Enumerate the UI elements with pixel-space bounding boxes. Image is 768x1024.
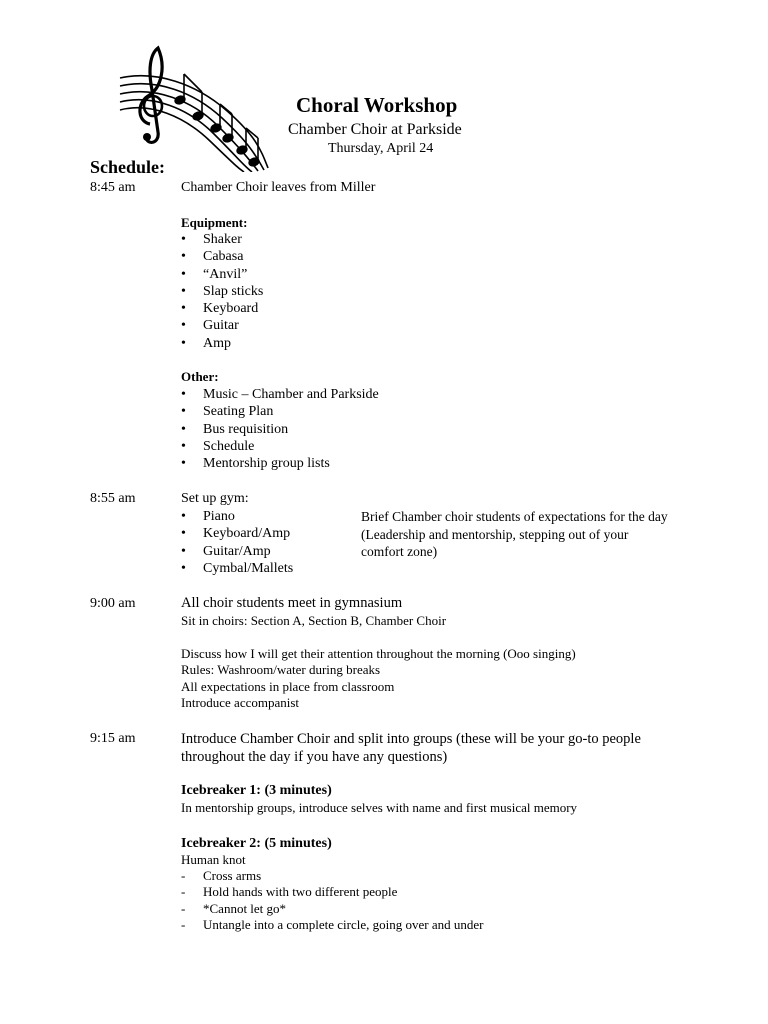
- schedule-heading: Schedule:: [90, 157, 166, 177]
- time-855: 8:55 am: [90, 491, 136, 506]
- list-item: - *Cannot let go*: [181, 901, 483, 917]
- list-item: • Seating Plan: [181, 403, 379, 420]
- briefing-note: [361, 508, 668, 561]
- list-item: • Slap sticks: [181, 283, 263, 300]
- list-item: • Mentorship group lists: [181, 455, 379, 472]
- briefing-line: comfort zone): [361, 544, 438, 559]
- event-date: Thursday, April 24: [328, 141, 434, 156]
- list-item: • Shaker: [181, 231, 263, 248]
- other-heading: Other:: [181, 369, 219, 384]
- equipment-list: [181, 231, 263, 352]
- entry-900-sub: Sit in choirs: Section A, Section B, Chamber Choir: [181, 613, 447, 628]
- icebreaker-2-text: Human knot: [181, 852, 246, 867]
- list-item: • Guitar: [181, 317, 263, 334]
- list-item: • Piano: [181, 508, 293, 525]
- list-item: • Cabasa: [181, 248, 263, 265]
- entry-845-text: Chamber Choir leaves from Miller: [181, 180, 376, 195]
- list-item: - Untangle into a complete circle, going over and under: [181, 917, 483, 933]
- time-900: 9:00 am: [90, 596, 136, 611]
- time-915: 9:15 am: [90, 731, 136, 746]
- list-item: • Bus requisition: [181, 421, 379, 438]
- list-item: • Keyboard/Amp: [181, 525, 293, 542]
- list-item: • Schedule: [181, 438, 379, 455]
- list-item: • Amp: [181, 335, 263, 352]
- text-line: Introduce Chamber Choir and split into groups (these will be your go-to people: [181, 731, 641, 747]
- icebreaker-1-heading: Icebreaker 1: (3 minutes): [181, 783, 332, 798]
- note-line: All expectations in place from classroom: [181, 678, 395, 694]
- note-line: Introduce accompanist: [181, 694, 300, 710]
- document-subtitle: Chamber Choir at Parkside: [288, 121, 462, 138]
- entry-915-text: [181, 730, 641, 766]
- icebreaker-1-text: In mentorship groups, introduce selves with name and first musical memory: [181, 800, 578, 815]
- briefing-line: (Leadership and mentorship, stepping out of your: [361, 526, 629, 542]
- setup-list: [181, 508, 293, 577]
- entry-855-text: Set up gym:: [181, 491, 249, 506]
- list-item: - Hold hands with two different people: [181, 884, 483, 900]
- list-item: • “Anvil”: [181, 266, 263, 283]
- equipment-heading: Equipment:: [181, 215, 248, 230]
- note-line: Discuss how I will get their attention throughout the morning (Ooo singing): [181, 646, 576, 661]
- list-item: • Music – Chamber and Parkside: [181, 386, 379, 403]
- time-845: 8:45 am: [90, 180, 136, 195]
- list-item: - Cross arms: [181, 868, 483, 884]
- list-item: • Cymbal/Mallets: [181, 560, 293, 577]
- note-line: Rules: Washroom/water during breaks: [181, 662, 381, 678]
- text-line: throughout the day if you have any questions): [181, 749, 448, 765]
- other-list: [181, 386, 379, 472]
- music-staff-clipart-icon: [116, 40, 276, 172]
- entry-900-notes: [181, 646, 576, 711]
- list-item: • Guitar/Amp: [181, 543, 293, 560]
- briefing-line: Brief Chamber choir students of expectations for the day: [361, 509, 668, 524]
- entry-900-text: All choir students meet in gymnasium: [181, 595, 403, 611]
- human-knot-steps: [181, 868, 483, 933]
- icebreaker-2-heading: Icebreaker 2: (5 minutes): [181, 836, 332, 851]
- list-item: • Keyboard: [181, 300, 263, 317]
- document-title: Choral Workshop: [296, 93, 458, 117]
